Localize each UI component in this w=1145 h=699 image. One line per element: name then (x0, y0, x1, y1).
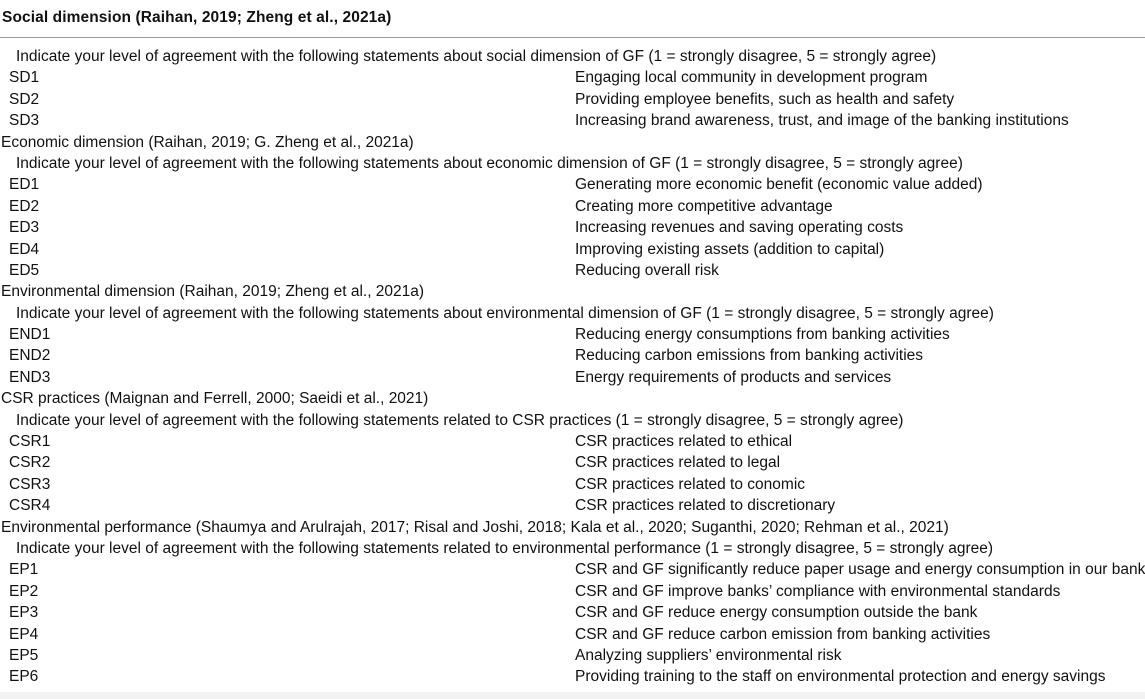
table-row (0, 645, 1145, 666)
item-code: END1 (9, 326, 51, 344)
item-text: Generating more economic benefit (economic value added) (575, 176, 983, 194)
section-title-environmental: Environmental dimension (Raihan, 2019; Zheng et al., 2021a) (1, 283, 425, 301)
table-row (0, 345, 1145, 366)
instruction-social: Indicate your level of agreement with the following statements about social dimension of GF (1 = strongly disagree, 5 = strongly agree) (16, 48, 937, 65)
item-code: EP5 (9, 646, 39, 664)
item-code: ED2 (9, 197, 40, 215)
table-row (0, 110, 1145, 131)
item-text: CSR and GF significantly reduce paper usage and energy consumption in our bank (575, 561, 1145, 579)
item-code: ED5 (9, 261, 40, 279)
item-text: Improving existing assets (addition to capital) (575, 240, 885, 258)
item-text: Analyzing suppliers’ environmental risk (575, 646, 842, 664)
table-row (0, 89, 1145, 110)
item-text: Creating more competitive advantage (575, 197, 833, 215)
table-row (0, 174, 1145, 195)
item-code: ED4 (9, 240, 40, 258)
item-code: SD2 (9, 90, 40, 108)
item-text: Reducing carbon emissions from banking activities (575, 347, 924, 365)
item-text: CSR practices related to ethical (575, 433, 793, 451)
item-code: CSR3 (9, 475, 51, 493)
table-row (0, 324, 1145, 345)
item-code: CSR4 (9, 497, 51, 515)
table-row (0, 559, 1145, 580)
item-text: Increasing brand awareness, trust, and image of the banking institutions (575, 112, 1069, 130)
item-code: ED3 (9, 219, 40, 237)
table-row (0, 581, 1145, 602)
item-code: CSR2 (9, 454, 51, 472)
item-code: EP2 (9, 582, 39, 600)
table-row (0, 239, 1145, 260)
item-code: EP3 (9, 604, 39, 622)
table-row (0, 666, 1145, 687)
item-code: SD1 (9, 69, 40, 87)
item-text: CSR practices related to legal (575, 454, 781, 472)
section-title-env-performance: Environmental performance (Shaumya and Arulrajah, 2017; Risal and Joshi, 2018; Kala et al., 2020; Suganthi, 2020; Rehman et al., 2021) (1, 518, 949, 536)
table-row (0, 217, 1145, 238)
item-code: CSR1 (9, 433, 51, 451)
table-row (0, 474, 1145, 495)
instruction-env-performance: Indicate your level of agreement with the following statements related to environmental performance (1 = strongly disagree, 5 = strongly agree) (16, 539, 994, 557)
header-spacer (0, 38, 1145, 46)
instruction-environmental: Indicate your level of agreement with the following statements about environmental dimension of GF (1 = strongly disagree, 5 = strongly agree) (16, 304, 994, 322)
item-text: Providing employee benefits, such as health and safety (575, 90, 955, 108)
section-title-economic: Economic dimension (Raihan, 2019; G. Zheng et al., 2021a) (1, 133, 414, 151)
item-code: EP4 (9, 625, 39, 643)
instruction-economic: Indicate your level of agreement with the following statements about economic dimension of GF (1 = strongly disagree, 5 = strongly agree) (16, 154, 963, 172)
item-code: SD3 (9, 112, 40, 130)
item-text: CSR and GF improve banks’ compliance with environmental standards (575, 582, 1061, 600)
item-text: CSR and GF reduce energy consumption outside the bank (575, 604, 978, 622)
item-text: Engaging local community in development program (575, 69, 928, 87)
table-row (0, 260, 1145, 281)
item-text: CSR practices related to conomic (575, 475, 806, 493)
item-text: CSR practices related to discretionary (575, 497, 836, 515)
item-code: ED1 (9, 176, 40, 194)
item-code: EP6 (9, 668, 39, 686)
item-text: Reducing overall risk (575, 261, 719, 279)
instruction-csr: Indicate your level of agreement with the following statements related to CSR practices (1 = strongly disagree, 5 = strongly agree) (16, 411, 904, 429)
item-text: Energy requirements of products and services (575, 368, 892, 386)
item-text: Reducing energy consumptions from banking activities (575, 326, 950, 344)
table-header: Social dimension (Raihan, 2019; Zheng et al., 2021a) (0, 0, 1145, 38)
bottom-rule (0, 692, 1145, 699)
table-row (0, 196, 1145, 217)
item-code: EP1 (9, 561, 39, 579)
item-text: CSR and GF reduce carbon emission from banking activities (575, 625, 991, 643)
item-text: Providing training to the staff on environmental protection and energy savings (575, 668, 1106, 686)
table-row (0, 431, 1145, 452)
table-row (0, 452, 1145, 473)
section-title-csr: CSR practices (Maignan and Ferrell, 2000; Saeidi et al., 2021) (1, 390, 429, 408)
item-code: END2 (9, 347, 51, 365)
table-row (0, 495, 1145, 516)
table-row (0, 367, 1145, 388)
table-row (0, 67, 1145, 88)
item-text: Increasing revenues and saving operating costs (575, 219, 904, 237)
table-row (0, 602, 1145, 623)
item-code: END3 (9, 368, 51, 386)
table-row (0, 624, 1145, 645)
